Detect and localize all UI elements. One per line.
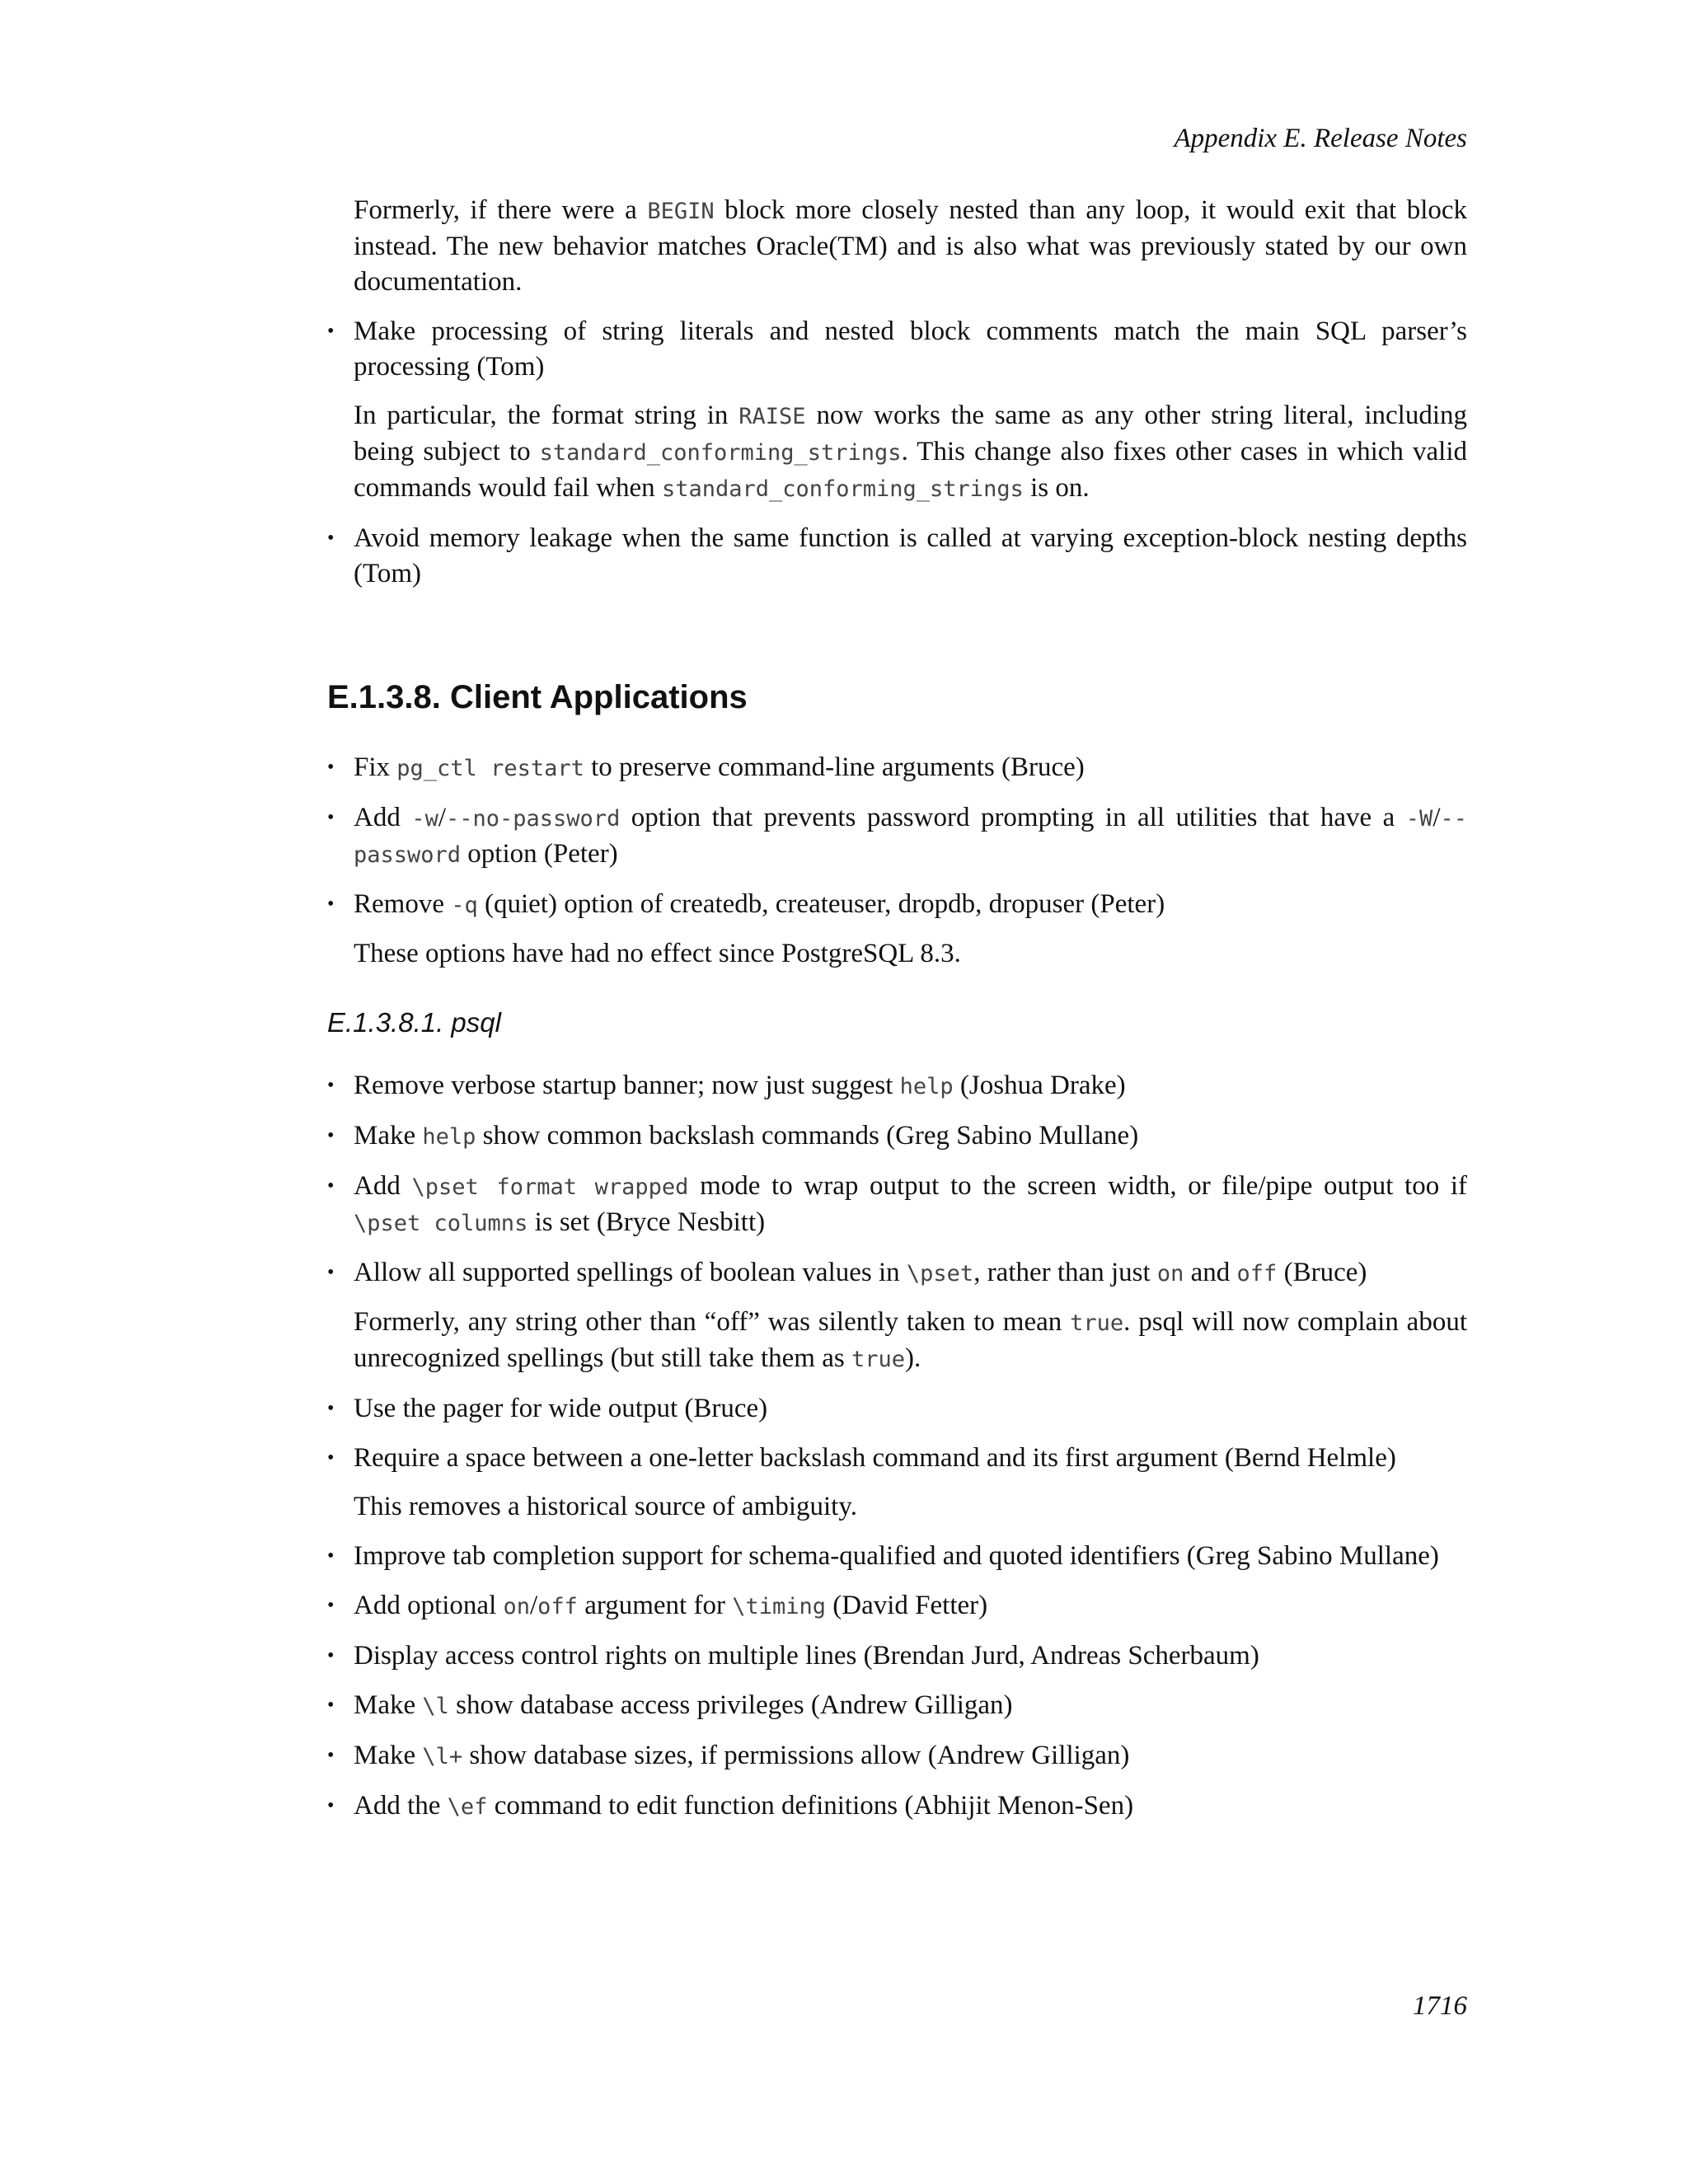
bullet-icon: •: [327, 807, 335, 828]
bullet-icon: •: [327, 1795, 335, 1816]
bullet-icon: •: [327, 1175, 335, 1197]
list-item: • Add the \ef command to edit function definitions (Abhijit Menon-Sen): [327, 1788, 1467, 1825]
list-item: • Make \l+ show database sizes, if permissions allow (Andrew Gilligan): [327, 1738, 1467, 1774]
bullet-icon: •: [327, 1545, 335, 1567]
item-note: Formerly, any string other than “off” was silently taken to mean true. psql will now complain about unrecognized spellings (but still take them as true).: [354, 1307, 1467, 1373]
bullet-icon: •: [327, 893, 335, 915]
running-header: Appendix E. Release Notes: [1174, 124, 1467, 153]
list-item: • Avoid memory leakage when the same function is called at varying exception-block nesting depths (Tom): [327, 521, 1467, 592]
intro-paragraph: Formerly, if there were a BEGIN block more closely nested than any loop, it would exit that block instead. The new behavior matches Oracle(TM) and is also what was previously stated by our own documentation.: [354, 195, 1468, 297]
page-content: [327, 193, 1467, 1825]
page-number: 1716: [1413, 1991, 1467, 2021]
list-item: • Remove verbose startup banner; now just suggest help (Joshua Drake): [327, 1068, 1467, 1104]
item-note: This removes a historical source of ambiguity.: [354, 1492, 857, 1521]
list-item: • Allow all supported spellings of boolean values in \pset, rather than just on and off (Bruce) Formerly, any string other than “off” was silently taken to mean true. psql will now complain about unrecognized spellings (but still take them as true).: [327, 1255, 1467, 1377]
list-item: • Remove -q (quiet) option of createdb, createuser, dropdb, dropuser (Peter) These options have had no effect since PostgreSQL 8.3.: [327, 887, 1467, 972]
list-item: • Add optional on/off argument for \timing (David Fetter): [327, 1588, 1467, 1624]
list-item: • Require a space between a one-letter backslash command and its first argument (Bernd Helmle) This removes a historical source of ambiguity.: [327, 1441, 1467, 1525]
list-item: • Make help show common backslash commands (Greg Sabino Mullane): [327, 1118, 1467, 1155]
list-item: • Fix pg_ctl restart to preserve command-line arguments (Bruce): [327, 750, 1467, 786]
item-note: These options have had no effect since PostgreSQL 8.3.: [354, 939, 961, 968]
list-item: • Make processing of string literals and nested block comments match the main SQL parser’s processing (Tom) In particular, the format string in RAISE now works the same as any other string literal, including being subject to standard_conforming_strings. This change also fixes other cases in which valid commands would fail when standard_conforming_strings is on.: [327, 314, 1467, 507]
section-heading-client-applications: E.1.3.8. Client Applications: [327, 679, 748, 715]
bullet-icon: •: [327, 527, 335, 549]
bullet-icon: •: [327, 1645, 335, 1666]
bullet-icon: •: [327, 1125, 335, 1146]
item-note: In particular, the format string in RAISE now works the same as any other string literal, including being subject to standard_conforming_strings. This change also fixes other cases in which valid commands would fail when standard_conforming_strings is on.: [354, 401, 1467, 503]
bullet-icon: •: [327, 757, 335, 778]
list-item: • Add \pset format wrapped mode to wrap output to the screen width, or file/pipe output too if \pset columns is set (Bryce Nesbitt): [327, 1169, 1467, 1241]
list-item: • Make \l show database access privileges (Andrew Gilligan): [327, 1688, 1467, 1724]
bullet-icon: •: [327, 1595, 335, 1616]
bullet-icon: •: [327, 1075, 335, 1096]
bullet-icon: •: [327, 1447, 335, 1469]
bullet-icon: •: [327, 321, 335, 342]
bullet-icon: •: [327, 1398, 335, 1419]
bullet-icon: •: [327, 1694, 335, 1716]
list-item: • Add -w/--no-password option that prevents password prompting in all utilities that have a -W/--password option (Peter): [327, 800, 1467, 873]
bullet-icon: •: [327, 1745, 335, 1766]
list-item: • Display access control rights on multiple lines (Brendan Jurd, Andreas Scherbaum): [327, 1638, 1467, 1674]
list-item: • Improve tab completion support for schema-qualified and quoted identifiers (Greg Sabino Mullane): [327, 1539, 1467, 1574]
bullet-icon: •: [327, 1262, 335, 1283]
list-item: • Use the pager for wide output (Bruce): [327, 1391, 1467, 1427]
subsection-heading-psql: E.1.3.8.1. psql: [327, 1007, 501, 1038]
